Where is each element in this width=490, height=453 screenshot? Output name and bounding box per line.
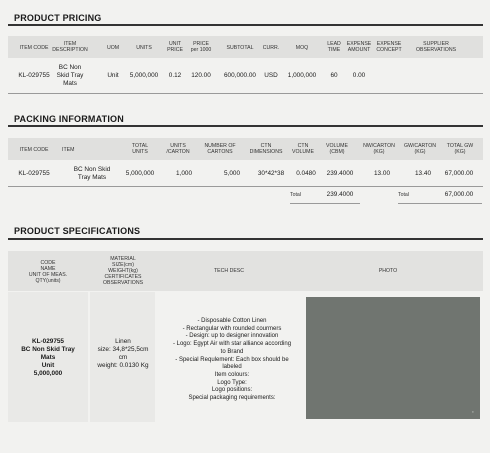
packing-total-underline-3 (398, 203, 440, 204)
specs-header-code-4: QTY(units) (35, 278, 61, 284)
specs-header-band (8, 251, 483, 291)
packing-header-units-carton-1: UNITS (170, 143, 186, 149)
specs-tech-line-7: labeled (222, 364, 242, 371)
packing-total-label-1: Total (290, 192, 301, 198)
packing-row-ctn-dim: 30*42*38 (257, 170, 285, 177)
packing-row-item-code: KL-029755 (18, 170, 50, 177)
specs-tech-line-1: - Disposable Cotton Linen (197, 318, 267, 324)
pricing-header-uom: UOM (106, 45, 120, 51)
pricing-row-item-desc-3: Mats (63, 80, 77, 87)
specs-code-line-2: BC Non Skid Tray (21, 346, 75, 353)
specs-tech-desc (157, 318, 307, 403)
packing-header-gw-2: (KG) (414, 149, 426, 155)
pricing-header-expense-concept-1: EXPENSE (376, 41, 402, 47)
pricing-row-moq: 1,000,000 (287, 72, 317, 79)
packing-row-item-2: Tray Mats (77, 174, 107, 181)
specs-code-line-5: 5,000,000 (33, 370, 63, 377)
pricing-header-curr: CURR. (262, 45, 280, 51)
pricing-row-item-code: KL-029755 (18, 72, 50, 79)
specs-header-code-3: UNIT OF MEAS. (28, 272, 68, 278)
pricing-header-supplier-obs-2: OBSERVATIONS (415, 47, 457, 53)
packing-header-item-code: ITEM CODE (19, 147, 49, 153)
pricing-row-uom: Unit (107, 72, 119, 79)
specs-header-material-3: WEIGHT(kg) (108, 268, 138, 274)
packing-header-ctn-dim-2: DIMENSIONS (249, 149, 283, 155)
packing-header-total-units-1: TOTAL (131, 143, 149, 149)
pricing-row-price: 120.00 (191, 72, 211, 79)
pricing-header-price-1: PRICE (193, 41, 209, 47)
packing-header-total-units-2: UNITS (132, 149, 148, 155)
packing-title: PACKING INFORMATION (14, 114, 124, 124)
specs-header-material-4: CERTIFICATES (104, 274, 142, 280)
pricing-row-subtotal: 600,000.00 (224, 72, 256, 79)
pricing-row-divider (8, 93, 483, 94)
packing-row-total-gw: 67,000.00 (444, 170, 474, 177)
pricing-row-unit-price: 0.12 (168, 72, 182, 79)
pricing-header-lead-time-1: LEAD (327, 41, 341, 47)
pricing-title: PRODUCT PRICING (14, 13, 102, 23)
packing-header-total-gw-1: TOTAL GW (446, 143, 474, 149)
specs-tech-line-10: Logo positions: (211, 387, 253, 394)
pricing-header-expense-amount-1: EXPENSE (346, 41, 372, 47)
pricing-header-item-code: ITEM CODE (19, 45, 49, 51)
packing-header-nw-2: (KG) (373, 149, 385, 155)
pricing-header-lead-time-2: TIME (327, 47, 341, 53)
packing-total-volume: 239.4000 (326, 191, 354, 198)
packing-header-units-carton-2: /CARTON (166, 149, 190, 155)
specs-header-code-2: NAME (40, 266, 56, 272)
specs-header-tech: TECH DESC (214, 268, 244, 274)
pricing-row-expense-amount: 0.00 (352, 72, 366, 79)
specs-title: PRODUCT SPECIFICATIONS (14, 226, 141, 236)
packing-total-underline-2 (320, 203, 360, 204)
packing-row-total-units: 5,000,000 (125, 170, 155, 177)
packing-header-ctn-vol-2: VOLUME (292, 149, 314, 155)
specs-tech-line-2: - Rectangular with rounded courmers (182, 325, 282, 332)
specs-material-line-4: weight: 0.0130 Kg (97, 362, 149, 369)
specs-header-code-1: CODE (40, 260, 56, 266)
pricing-header-subtotal: SUBTOTAL (226, 45, 254, 51)
packing-row-gw: 13.40 (415, 170, 431, 177)
pricing-header-unit-price-2: PRICE (167, 47, 183, 53)
specs-header-material-1: MATERIAL (110, 256, 136, 262)
packing-row-item-1: BC Non Skid (73, 166, 111, 173)
packing-header-gw-1: GW/CARTON (403, 143, 437, 149)
packing-header-volume-2: (CBM) (329, 149, 345, 155)
specs-code-line-3: Mats (40, 354, 56, 361)
pricing-rule (8, 24, 483, 26)
specs-tech-line-9: Logo Type: (217, 379, 247, 386)
packing-header-band (8, 138, 483, 160)
pricing-header-unit-price-1: UNIT (168, 41, 182, 47)
pricing-header-supplier-obs-1: SUPPLIER (423, 41, 449, 47)
pricing-header-expense-amount-2: AMOUNT (347, 47, 371, 53)
packing-total-underline-4 (440, 203, 482, 204)
packing-total-label-2: Total (398, 192, 409, 198)
pricing-row-item-desc-1: BC Non (58, 64, 82, 71)
packing-header-num-cartons-2: CARTONS (207, 149, 233, 155)
specs-header-material-5: OBSERVATIONS (102, 280, 144, 286)
packing-header-item: ITEM (62, 147, 75, 153)
specs-tech-line-8: Item colours: (214, 371, 250, 378)
specs-header-photo: PHOTO (378, 268, 398, 274)
specs-material-line-2: size: 34,8*25,5cm (97, 346, 149, 353)
pricing-row-item-desc-2: Skid Tray (56, 72, 84, 79)
specs-code-line-4: Unit (41, 362, 55, 369)
specs-rule (8, 238, 483, 240)
specs-tech-line-3: - Design: up to designer innovation (185, 333, 279, 340)
packing-header-num-cartons-1: NUMBER OF (204, 143, 236, 149)
specs-tech-line-11: Special packaging requirements: (188, 395, 276, 402)
pricing-header-expense-concept-2: CONCEPT (376, 47, 402, 53)
packing-header-volume-1: VOLUME (326, 143, 348, 149)
pricing-header-units: UNITS (136, 45, 152, 51)
pricing-header-item-desc-1: ITEM (63, 41, 77, 47)
packing-total-underline-1 (290, 203, 320, 204)
packing-row-divider (8, 186, 483, 187)
packing-rule (8, 125, 483, 127)
pricing-header-item-desc-2: DESCRIPTION (52, 47, 88, 53)
pricing-header-moq: MOQ (295, 45, 309, 51)
specs-tech-line-6: - Special Requlement: Each box should be (175, 356, 289, 363)
packing-header-nw-1: NW/CARTON (363, 143, 395, 149)
packing-header-ctn-dim-1: CTN (260, 143, 272, 149)
pricing-row-curr: USD (264, 72, 278, 79)
specs-tech-line-4: - Logo: Egypt Air with star alliance according (172, 341, 292, 348)
photo-mark: ● (471, 409, 474, 414)
specs-material-line-1: Linen (115, 338, 131, 345)
specs-material-line-3: cm (118, 354, 128, 361)
specs-tech-line-5: to Brand (220, 348, 244, 355)
packing-row-ctn-vol: 0.0480 (296, 170, 316, 177)
packing-header-total-gw-2: (KG) (454, 149, 466, 155)
packing-row-volume: 239.4000 (326, 170, 354, 177)
packing-row-units-carton: 1,000 (176, 170, 192, 177)
specs-header-material-2: SIZE(cm) (112, 262, 134, 268)
pricing-row-units: 5,000,000 (129, 72, 159, 79)
packing-total-gw: 67,000.00 (444, 191, 474, 198)
packing-row-num-cartons: 5,000 (224, 170, 240, 177)
packing-row-nw: 13.00 (374, 170, 390, 177)
pricing-header-price-2: per 1000 (190, 47, 212, 53)
pricing-row-lead-time: 60 (330, 72, 338, 79)
packing-header-ctn-vol-1: CTN (297, 143, 309, 149)
specs-code-line-1: KL-029755 (32, 338, 64, 345)
product-photo (306, 297, 480, 419)
